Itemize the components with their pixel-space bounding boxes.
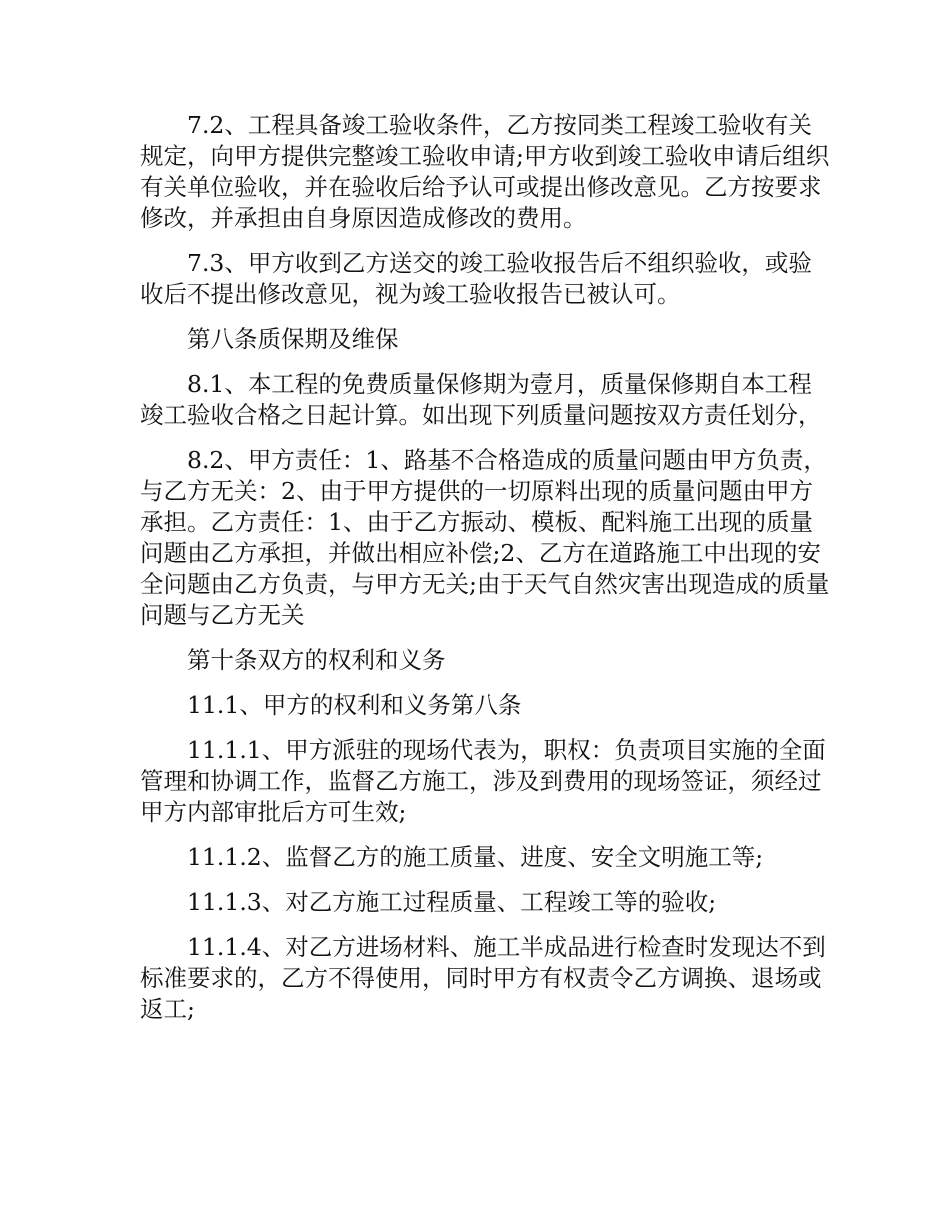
paragraph-7-2: 7.2、工程具备竣工验收条件，乙方按同类工程竣工验收有关规定，向甲方提供完整竣工验收申请;甲方收到竣工验收申请后组织有关单位验收，并在验收后给予认可或提出修改意见。乙方按要求修改，并承担由自身原因造成修改的费用。 [140, 111, 830, 232]
paragraph-11-1-4: 11.1.4、对乙方进场材料、施工半成品进行检查时发现达不到标准要求的，乙方不得使用，同时甲方有权责令乙方调换、退场或返工; [140, 933, 826, 1023]
section-heading-article-10: 第十条双方的权利和义务 [187, 646, 446, 674]
section-heading-article-8: 第八条质保期及维保 [187, 325, 399, 353]
paragraph-7-3: 7.3、甲方收到乙方送交的竣工验收报告后不组织验收，或验收后不提出修改意见，视为竣工验收报告已被认可。 [140, 249, 812, 308]
paragraph-8-1: 8.1、本工程的免费质量保修期为壹月，质量保修期自本工程竣工验收合格之日起计算。如出现下列质量问题按双方责任划分， [140, 370, 822, 429]
paragraph-11-1: 11.1、甲方的权利和义务第八条 [187, 691, 522, 719]
paragraph-11-1-2: 11.1.2、监督乙方的施工质量、进度、安全文明施工等; [187, 843, 764, 871]
document-body [140, 110, 830, 1039]
paragraph-11-1-1: 11.1.1、甲方派驻的现场代表为，职权：负责项目实施的全面管理和协调工作，监督乙方施工，涉及到费用的现场签证，须经过甲方内部审批后方可生效; [140, 736, 826, 826]
paragraph-11-1-3: 11.1.3、对乙方施工过程质量、工程竣工等的验收; [187, 888, 717, 916]
paragraph-8-2: 8.2、甲方责任：1、路基不合格造成的质量问题由甲方负责，与乙方无关：2、由于甲方提供的一切原料出现的质量问题由甲方承担。乙方责任：1、由于乙方振动、模板、配料施工出现的质量问题由乙方承担，并做出相应补偿;2、乙方在道路施工中出现的安全问题由乙方负责，与甲方无关;由于天气自然灾害出现造成的质量问题与乙方无关 [140, 446, 830, 629]
